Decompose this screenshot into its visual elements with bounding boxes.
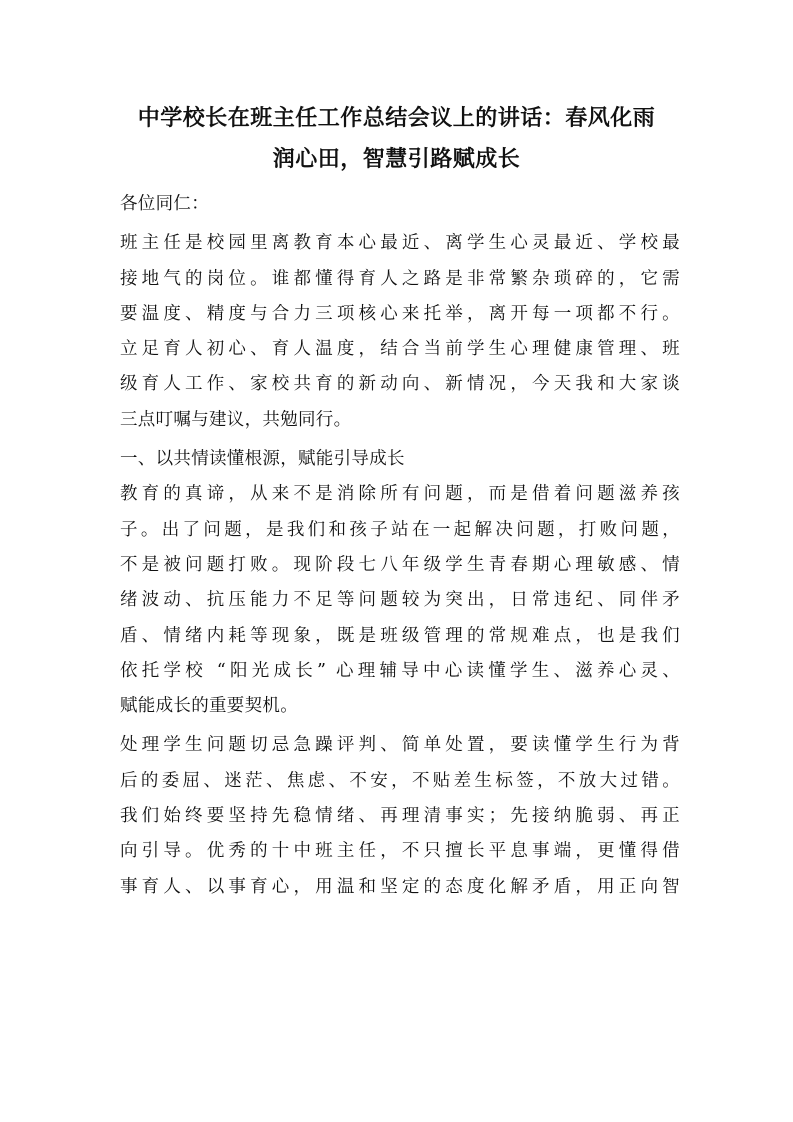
paragraph-line: 后的委屈、迷茫、焦虑、不安，不贴差生标签，不放大过错。 [120,770,680,791]
section-heading: 一、以共情读懂根源，赋能引导成长 [120,449,405,470]
paragraph-line: 盾、情绪内耗等现象，既是班级管理的常规难点，也是我们 [120,625,680,646]
intro-line: 三点叮嘱与建议，共勉同行。 [120,409,352,430]
greeting: 各位同仁： [120,194,209,214]
intro-line: 班主任是校园里离教育本心最近、离学生心灵最近、学校最 [120,233,680,254]
paragraph-line: 依托学校 “阳光成长” 心理辅导中心读懂学生、滋养心灵、 [120,660,680,681]
paragraph-line: 教育的真谛，从来不是消除所有问题，而是借着问题滋养孩 [120,484,680,505]
document-body [120,187,680,905]
intro-line: 立足育人初心、育人温度，结合当前学生心理健康管理、班 [120,339,680,360]
paragraph-line: 不是被问题打败。现阶段七八年级学生青春期心理敏感、情 [120,554,680,575]
paragraph-1 [120,477,680,724]
paragraph-line: 向引导。优秀的十中班主任，不只擅长平息事端，更懂得借 [120,841,680,862]
paragraph-line: 赋能成长的重要契机。 [120,696,298,717]
intro-line: 接地气的岗位。谁都懂得育人之路是非常繁杂琐碎的，它需 [120,268,680,289]
title-line-2: 润心田，智慧引路赋成长 [272,146,521,172]
paragraph-line: 处理学生问题切忌急躁评判、简单处置，要读懂学生行为背 [120,735,680,756]
document-title [110,98,683,180]
intro-line: 要温度、精度与合力三项核心来托举，离开每一项都不行。 [120,303,680,324]
paragraph-line: 我们始终要坚持先稳情绪、再理清事实；先接纳脆弱、再正 [120,806,680,827]
paragraph-line: 子。出了问题，是我们和孩子站在一起解决问题，打败问题， [120,519,680,540]
paragraph-line: 事育人、以事育心，用温和坚定的态度化解矛盾，用正向智 [120,876,680,897]
title-line-1: 中学校长在班主任工作总结会议上的讲话：春风化雨 [137,105,656,131]
paragraph-line: 绪波动、抗压能力不足等问题较为突出，日常违纪、同伴矛 [120,590,680,611]
intro-line: 级育人工作、家校共育的新动向、新情况，今天我和大家谈 [120,374,680,395]
paragraph-2 [120,728,680,904]
intro-paragraph [120,226,680,438]
